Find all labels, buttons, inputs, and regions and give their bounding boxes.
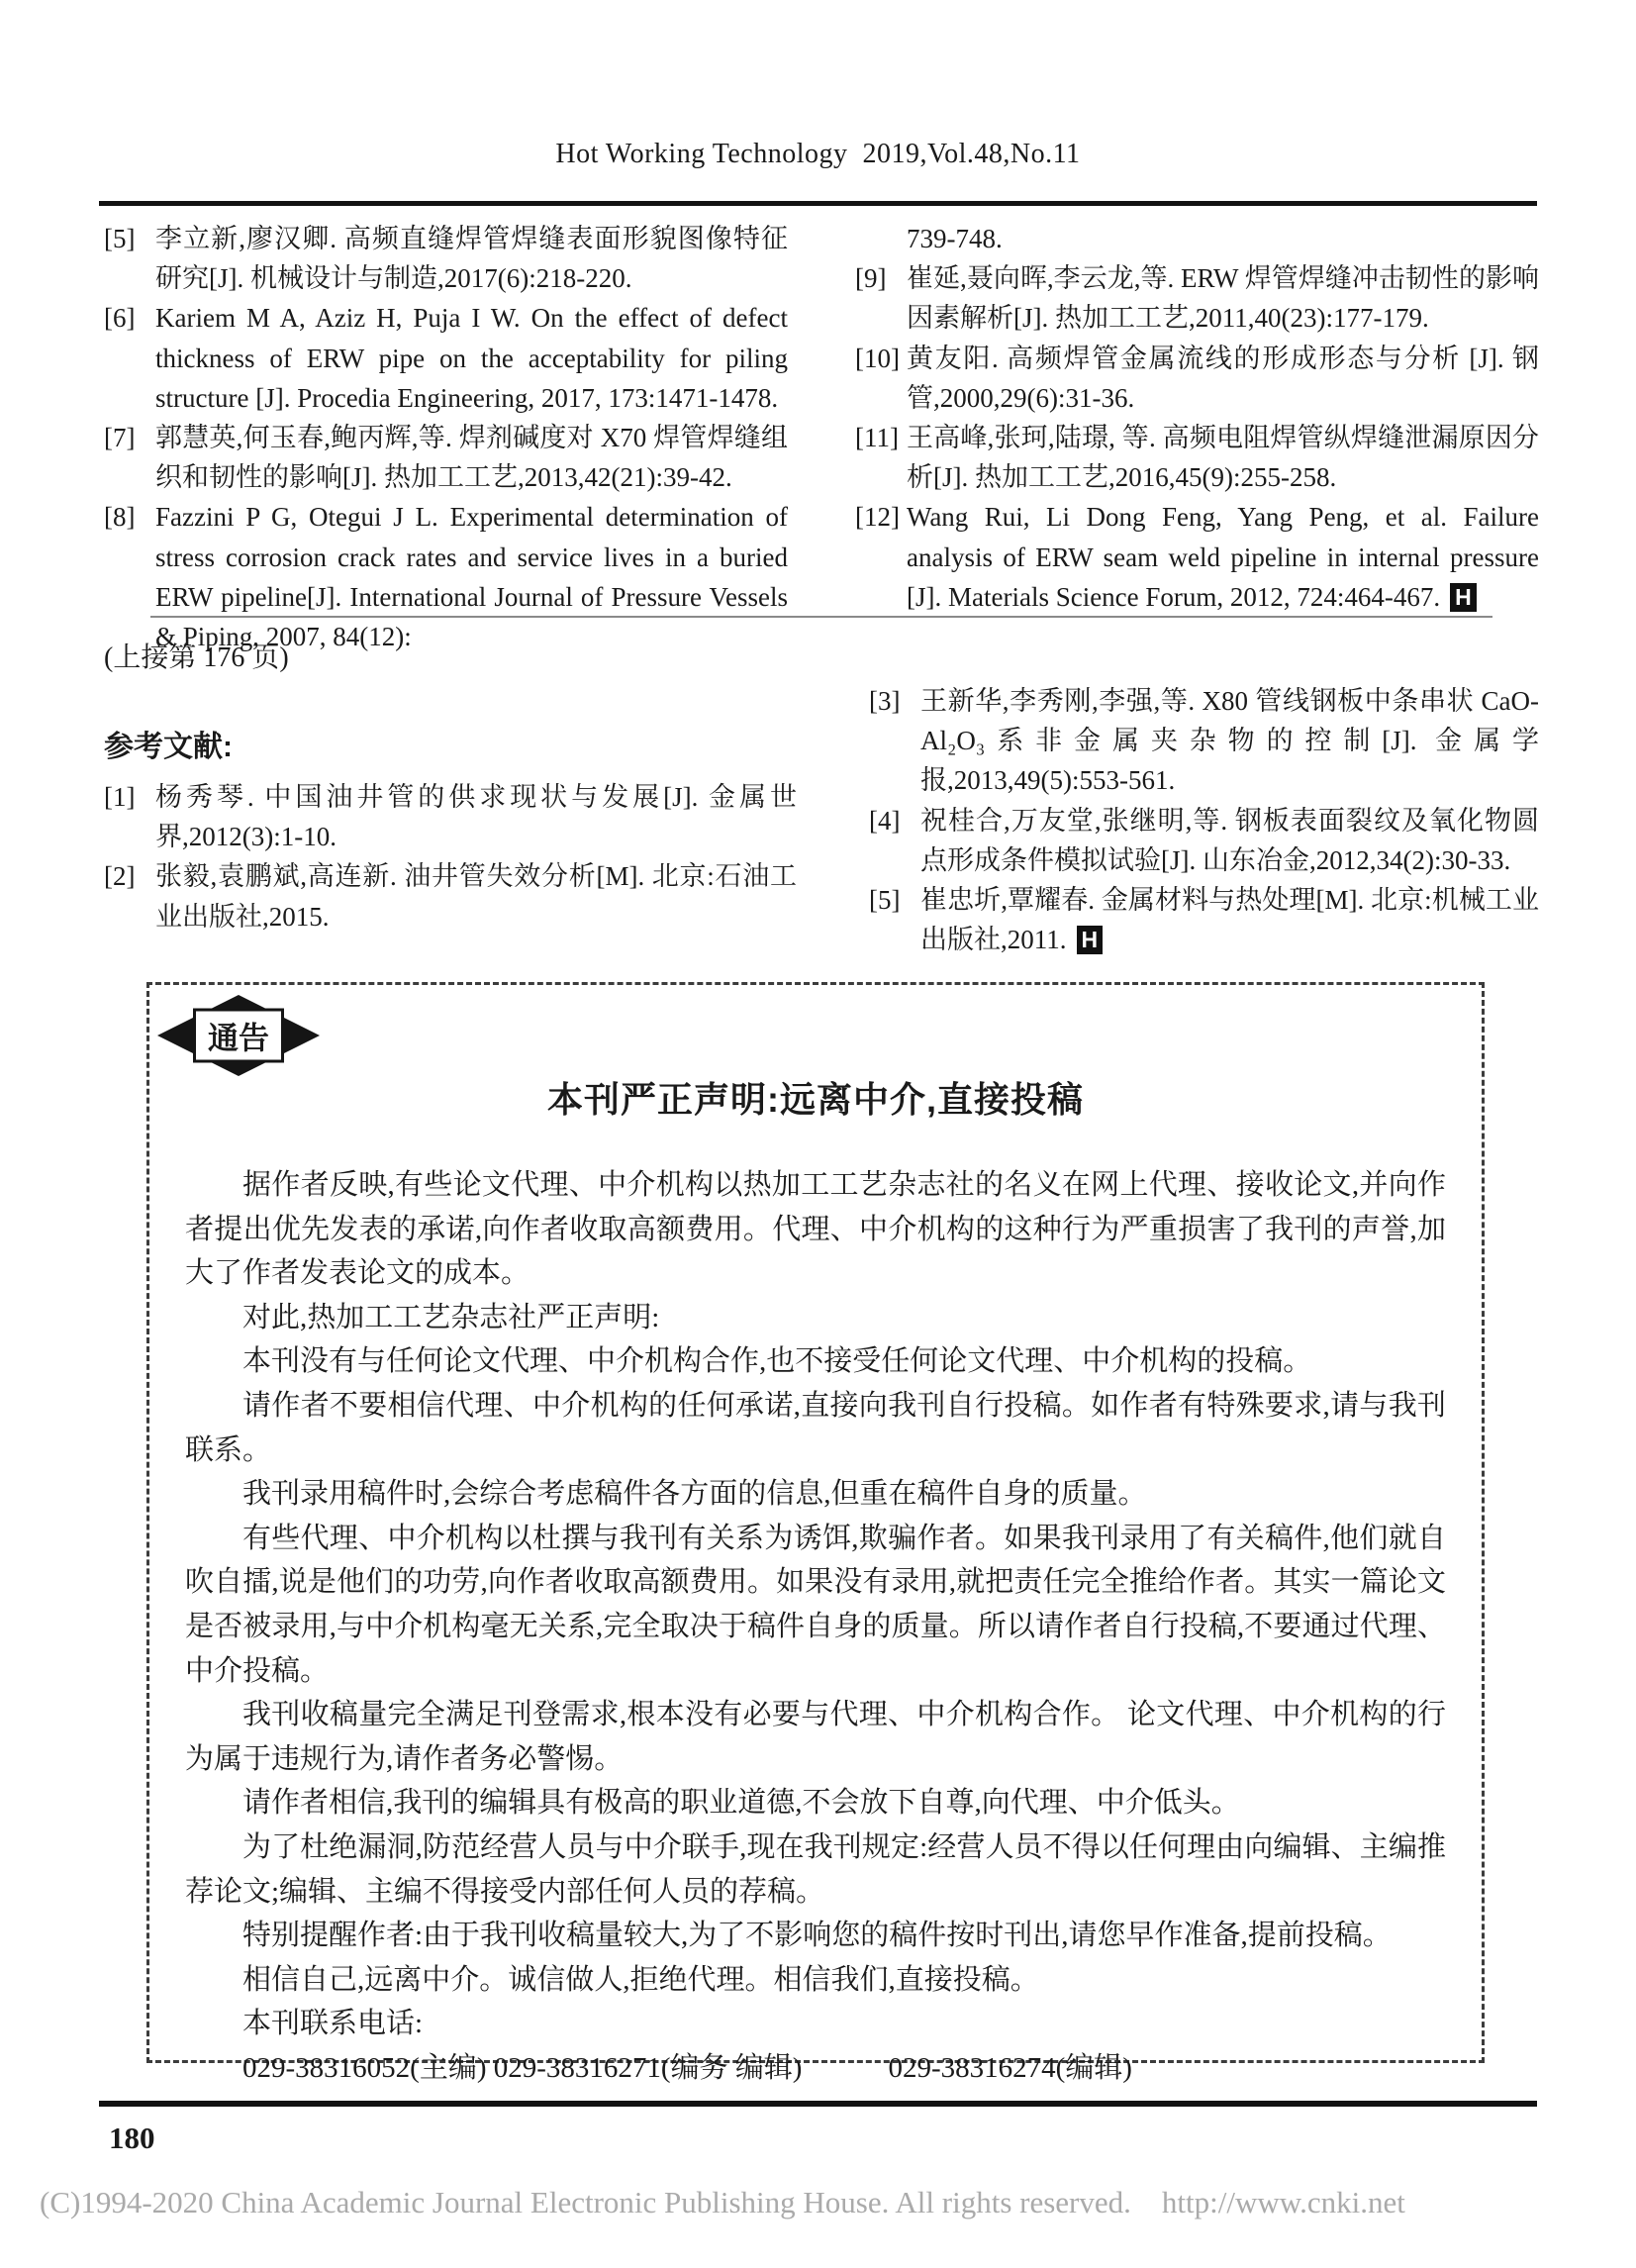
reference-item bbox=[855, 258, 1539, 338]
notice-paragraph: 有些代理、中介机构以杜撰与我刊有关系为诱饵,欺骗作者。如果我刊录用了有关稿件,他们就自吹自擂,说是他们的功劳,向作者收取高额费用。如果没有录用,就把责任完全推给作者。其实一篇论文是否被录用,与中介机构毫无关系,完全取决于稿件自身的质量。所以请作者自行投稿,不要通过代理、中介投稿。 bbox=[185, 1522, 1446, 1687]
references-section-top bbox=[104, 219, 1539, 656]
ref-text: 739-748. bbox=[907, 224, 1003, 253]
ref-text-content: 崔忠圻,覃耀春. 金属材料与热处理[M]. 北京:机械工业出版社,2011. bbox=[920, 885, 1539, 955]
notice-paragraph: 为了杜绝漏洞,防范经营人员与中介联手,现在我刊规定:经营人员不得以任何理由向编辑、主编推荐论文;编辑、主编不得接受内部任何人员的荐稿。 bbox=[185, 1830, 1446, 1908]
ref-number: [6] bbox=[104, 303, 136, 334]
ref-number: [12] bbox=[855, 502, 900, 533]
ref-text: 崔延,聂向晖,李云龙,等. ERW 焊管焊缝冲击韧性的影响因素解析[J]. 热加工工艺,2011,40(23):177-179. bbox=[907, 263, 1539, 334]
ref-text-content: Wang Rui, Li Dong Feng, Yang Peng, et al. Failure analysis of ERW seam weld pipeline in internal pressure [J]. Materials Science Forum, 2012, 724:464-467. bbox=[907, 502, 1539, 612]
ref-number: [10] bbox=[855, 343, 900, 373]
ref-text: Fazzini P G, Otegui J L. Experimental determination of stress corrosion crack rates and service lives in a buried ERW pipeline[J]. International Journal of Pressure Vessels & Piping, 2007, 84(12): bbox=[155, 502, 788, 652]
notice-paragraph: 据作者反映,有些论文代理、中介机构以热加工工艺杂志社的名义在网上代理、接收论文,并向作者提出优先发表的承诺,向作者收取高额费用。代理、中介机构的这种行为严重损害了我刊的声誉,加大了作者发表论文的成本。 bbox=[185, 1169, 1446, 1290]
ref-text bbox=[907, 497, 1539, 617]
ref-number: [3] bbox=[869, 686, 901, 716]
reference-item bbox=[104, 777, 797, 856]
notice-body bbox=[185, 1163, 1446, 2090]
copyright-line: (C)1994-2020 China Academic Journal Electronic Publishing House. All rights reserved. http://www.cnki.net bbox=[40, 2185, 1405, 2219]
ref-number: [4] bbox=[869, 805, 901, 836]
notice-paragraph: 我刊收稿量完全满足刊登需求,根本没有必要与代理、中介机构合作。 论文代理、中介机构的行为属于违规行为,请作者务必警惕。 bbox=[185, 1699, 1446, 1775]
reference-item bbox=[855, 418, 1539, 497]
continued-section-right bbox=[869, 681, 1539, 959]
notice-paragraph: 本刊没有与任何论文代理、中介机构合作,也不接受任何论文代理、中介机构的投稿。 bbox=[242, 1345, 1312, 1378]
reference-item bbox=[104, 418, 788, 497]
reference-item bbox=[104, 298, 788, 418]
notice-title: 本刊严正声明:远离中介,直接投稿 bbox=[547, 1079, 1084, 1120]
references-heading: 参考文献: bbox=[104, 731, 233, 763]
notice-paragraph: 特别提醒作者:由于我刊收稿量较大,为了不影响您的稿件按时刊出,请您早作准备,提前投稿。 bbox=[242, 1920, 1392, 1952]
contact-phone-numbers: 029-38316052(主编) 029-38316271(编务 编辑) 029-38316274(编辑) bbox=[242, 2051, 1132, 2084]
reference-item bbox=[855, 339, 1539, 418]
ref-text bbox=[920, 880, 1539, 959]
reference-item bbox=[869, 681, 1539, 801]
notice-paragraph: 请作者不要相信代理、中介机构的任何承诺,直接向我刊自行投稿。如作者有特殊要求,请与我刊联系。 bbox=[185, 1389, 1446, 1466]
continued-note: (上接第 176 页) bbox=[104, 642, 289, 673]
journal-end-mark-icon: H bbox=[1077, 926, 1104, 954]
reference-item bbox=[104, 219, 788, 298]
notice-paragraph: 请作者相信,我刊的编辑具有极高的职业道德,不会放下自尊,向代理、中介低头。 bbox=[242, 1787, 1240, 1820]
journal-header: Hot Working Technology 2019,Vol.48,No.11 bbox=[555, 139, 1081, 169]
notice-paragraph: 我刊录用稿件时,会综合考虑稿件各方面的信息,但重在稿件自身的质量。 bbox=[242, 1478, 1147, 1511]
references-left-column bbox=[104, 219, 788, 656]
ref-text: 王高峰,张珂,陆璟, 等. 高频电阻焊管纵焊缝泄漏原因分析[J]. 热加工工艺,2016,45(9):255-258. bbox=[907, 423, 1539, 493]
ref-number: [11] bbox=[855, 423, 899, 453]
footer-rule bbox=[99, 2101, 1537, 2107]
ref-number: [8] bbox=[104, 502, 136, 533]
ref-text: 张毅,袁鹏斌,高连新. 油井管失效分析[M]. 北京:石油工业出版社,2015. bbox=[155, 861, 797, 932]
reference-item bbox=[855, 497, 1539, 617]
ref-number: [5] bbox=[104, 224, 136, 253]
ref-text: 祝桂合,万友堂,张继明,等. 钢板表面裂纹及氧化物圆点形成条件模拟试验[J]. 山东冶金,2012,34(2):30-33. bbox=[920, 805, 1539, 875]
ref-number: [9] bbox=[855, 263, 887, 294]
journal-end-mark-icon: H bbox=[1450, 583, 1477, 612]
page-number: 180 bbox=[109, 2120, 155, 2155]
ref-text: 李立新,廖汉卿. 高频直缝焊管焊缝表面形貌图像特征研究[J]. 机械设计与制造,2017(6):218-220. bbox=[155, 224, 788, 294]
badge-label: 通告 bbox=[193, 1009, 284, 1063]
notice-paragraph: 对此,热加工工艺杂志社严正声明: bbox=[242, 1301, 660, 1333]
header-rule bbox=[99, 201, 1537, 206]
ref-text: 王新华,李秀刚,李强,等. X80 管线钢板中条串状 CaO-Al₂O₃系非金属夹杂物的控制[J]. 金属学报,2013,49(5):553-561. bbox=[920, 686, 1539, 796]
ref-number: [7] bbox=[104, 423, 136, 453]
contact-phone-label: 本刊联系电话: bbox=[242, 2008, 424, 2040]
reference-item bbox=[869, 880, 1539, 959]
ref-text: Kariem M A, Aziz H, Puja I W. On the effect of defect thickness of ERW pipe on the acceptability for piling structure [J]. Procedia Engineering, 2017, 173:1471-1478. bbox=[155, 303, 788, 413]
references-right-column bbox=[855, 219, 1539, 656]
continued-section-left bbox=[104, 639, 797, 937]
reference-item bbox=[104, 856, 797, 936]
ref-number: [2] bbox=[104, 861, 136, 892]
reference-item bbox=[869, 801, 1539, 880]
ref-number bbox=[855, 219, 907, 258]
notice-box bbox=[146, 982, 1485, 2084]
ref-number: [5] bbox=[869, 885, 901, 916]
ref-number: [1] bbox=[104, 782, 136, 812]
notice-badge bbox=[157, 995, 320, 1076]
ref-text: 杨秀琴. 中国油井管的供求现状与发展[J]. 金属世界,2012(3):1-10. bbox=[155, 782, 797, 852]
reference-item bbox=[104, 497, 788, 656]
ref-text: 郭慧英,何玉春,鲍丙辉,等. 焊剂碱度对 X70 焊管焊缝组织和韧性的影响[J]. 热加工工艺,2013,42(21):39-42. bbox=[155, 423, 788, 493]
ref-text: 黄友阳. 高频焊管金属流线的形成形态与分析 [J]. 钢管,2000,29(6):31-36. bbox=[907, 343, 1539, 413]
notice-paragraph: 相信自己,远离中介。诚信做人,拒绝代理。相信我们,直接投稿。 bbox=[242, 1963, 1039, 1996]
reference-item bbox=[855, 219, 1539, 258]
section-divider bbox=[150, 616, 1492, 618]
